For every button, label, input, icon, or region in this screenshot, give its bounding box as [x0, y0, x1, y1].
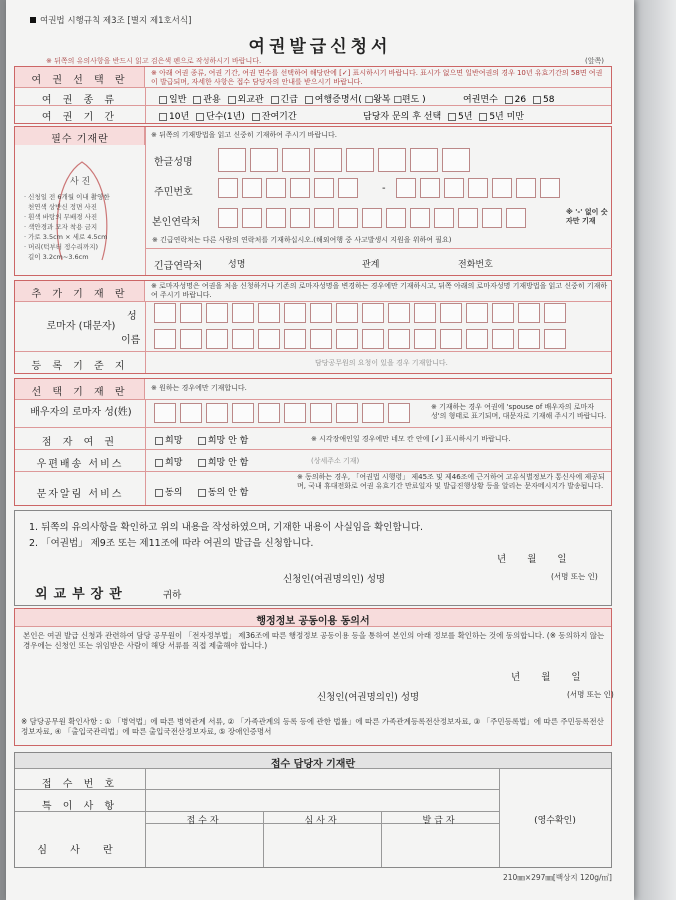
consent-text: 본인은 여권 발급 신청과 관련하여 담당 공무원이 「전자정부법」 제36조에 따른 행정정보 공동이용 등을 통하여 본인의 아래 정보를 확인하는 것에 동의합니다. (※ 동의하지 않는 경우에는 신청인 또는 위임받은 사람이 해당 서류를 직접 제출해야 합니다.) — [23, 631, 605, 651]
surname-char-box[interactable] — [388, 303, 410, 323]
given-name-char-box[interactable] — [232, 329, 254, 349]
special-label: 특 이 사 항 — [41, 801, 119, 812]
declaration-date: 년 월 일 — [497, 554, 567, 565]
checkbox[interactable] — [155, 459, 163, 467]
consent-section — [14, 608, 612, 746]
spouse-char-box[interactable] — [284, 403, 306, 423]
registry-label: 등 록 기 준 지 — [31, 361, 129, 372]
phone-char-box[interactable] — [386, 208, 406, 228]
id-char-box[interactable] — [540, 178, 560, 198]
additional-note: ※ 로마자성명은 여권을 처음 신청하거나 기존의 로마자성명을 변경하는 경우에만 기재하시고, 뒤쪽 아래의 로마자성명 기재방법을 읽고 신중히 기재하여 주시기 바랍니다. — [151, 282, 608, 300]
mail-options: 희망 희망 안 함 — [151, 455, 248, 468]
checkbox[interactable] — [155, 489, 163, 497]
checkbox[interactable] — [228, 96, 236, 104]
spouse-char-box[interactable] — [362, 403, 384, 423]
instruction-text: ※ 뒤쪽의 유의사항을 반드시 읽고 검은색 펜으로 작성하시기 바랍니다. — [46, 57, 262, 65]
given-name-char-box[interactable] — [180, 329, 202, 349]
phone-char-box[interactable] — [410, 208, 430, 228]
given-name-char-box[interactable] — [336, 329, 358, 349]
braille-note: ※ 시각장애인일 경우에만 네모 칸 안에 [✓] 표시하시기 바랍니다. — [311, 435, 511, 443]
checkbox[interactable] — [193, 96, 201, 104]
period-options: 10년 단수(1년) 잔여기간 — [155, 109, 297, 122]
spouse-char-box[interactable] — [336, 403, 358, 423]
given-name-char-box[interactable] — [440, 329, 462, 349]
col-issuer: 발급자 — [422, 816, 458, 826]
sms-options: 동의 동의 안 함 — [151, 485, 248, 498]
checkbox[interactable] — [252, 113, 260, 121]
selection-label: 여 권 선 택 란 — [31, 75, 129, 86]
name-char-box[interactable] — [410, 148, 438, 172]
page-side: (앞쪽) — [585, 57, 604, 65]
phone-char-box[interactable] — [218, 208, 238, 228]
emergency-name[interactable]: 성명 — [228, 260, 246, 270]
checkbox[interactable] — [505, 96, 513, 104]
phone-char-box[interactable] — [434, 208, 454, 228]
office-title: 접수 담당자 기재란 — [270, 759, 356, 770]
spouse-note: ※ 기재하는 경우 여권에 'spouse of 배우자의 로마자 성'의 형태로 표기되며, 대문자로 기재해 주시기 바랍니다. — [431, 403, 607, 421]
declaration-sign: (서명 또는 인) — [551, 572, 598, 581]
spouse-char-box[interactable] — [232, 403, 254, 423]
surname-char-box[interactable] — [206, 303, 228, 323]
passport-application-form — [6, 0, 634, 900]
declaration-line-1: 1. 뒤쪽의 유의사항을 확인하고 위의 내용을 작성하였으며, 기재한 내용이 사실임을 확인합니다. — [29, 522, 424, 533]
form-title: 여권발급신청서 — [248, 37, 392, 57]
review-label: 심 사 란 — [37, 845, 123, 856]
surname-char-box[interactable] — [518, 303, 540, 323]
emergency-relation[interactable]: 관계 — [362, 260, 380, 270]
phone-label: 본인연락처 — [152, 217, 201, 228]
receipt-confirm: (영수확인) — [534, 816, 576, 826]
given-label: 이름 — [121, 335, 141, 346]
phone-char-box[interactable] — [290, 208, 310, 228]
consent-title: 행정정보 공동이용 동의서 — [256, 616, 370, 627]
given-name-char-box[interactable] — [544, 329, 566, 349]
given-name-char-box[interactable] — [310, 329, 332, 349]
given-name-char-box[interactable] — [414, 329, 436, 349]
given-name-char-box[interactable] — [362, 329, 384, 349]
surname-char-box[interactable] — [258, 303, 280, 323]
surname-char-box[interactable] — [232, 303, 254, 323]
spouse-char-box[interactable] — [388, 403, 410, 423]
selection-note: ※ 아래 여권 종류, 여권 기간, 여권 면수를 선택하여 해당란에 [✓] 표시하시기 바랍니다. 표시가 없으면 일반여권의 경우 10년 유효기간의 58면 여권이 발급되며, 자세한 사항은 접수 담당자의 안내를 받으시기 바랍니다. — [151, 69, 603, 87]
passport-selection-section — [14, 66, 612, 124]
staff-note: ※ 담당공무원 확인사항 : ① 「병역법」에 따른 병역관계 서류, ② 「가족관계의 등록 등에 관한 법률」에 따른 가족관계등록전산정보자료, ③ 「주민등록법」에 따른 주민등록전산정보자료, ④ 「출입국관리법」에 따른 출입국전산정보자료, ⑤ 장애인증명서 — [21, 717, 604, 737]
form-footer: 210㎜×297㎜[백상지 120g/㎡] — [503, 873, 612, 882]
optional-section — [14, 378, 612, 506]
given-name-char-box[interactable] — [206, 329, 228, 349]
mail-label: 우편배송 서비스 — [36, 459, 124, 470]
consent-sign: (서명 또는 인) — [567, 690, 614, 699]
checkbox[interactable] — [533, 96, 541, 104]
spouse-char-box[interactable] — [310, 403, 332, 423]
spouse-label: 배우자의 로마자 성(姓) — [30, 407, 132, 418]
phone-char-box[interactable] — [266, 208, 286, 228]
declaration-line-2: 2. 「여권법」 제9조 또는 제11조에 따라 여권의 발급을 신청합니다. — [29, 538, 314, 549]
optional-note: ※ 원하는 경우에만 기재합니다. — [151, 384, 247, 392]
name-char-box[interactable] — [250, 148, 278, 172]
phone-char-box[interactable] — [458, 208, 478, 228]
name-char-box[interactable] — [282, 148, 310, 172]
photo-note: 길이 3.2cm~3.6cm — [28, 253, 89, 261]
period-label: 여 권 기 간 — [41, 112, 119, 123]
name-char-box[interactable] — [442, 148, 470, 172]
checkbox[interactable] — [159, 113, 167, 121]
phone-char-box[interactable] — [338, 208, 358, 228]
consent-applicant: 신청인(여권명의인) 성명 — [317, 692, 420, 703]
id-char-box[interactable] — [420, 178, 440, 198]
photo-note: · 색안경과 모자 착용 금지 — [24, 223, 98, 231]
checkbox[interactable] — [198, 489, 206, 497]
braille-options: 희망 희망 안 함 — [151, 433, 248, 446]
surname-label: 성 — [127, 311, 137, 322]
spouse-char-box[interactable] — [206, 403, 228, 423]
spouse-char-box[interactable] — [258, 403, 280, 423]
name-char-box[interactable] — [378, 148, 406, 172]
sms-label: 문자알림 서비스 — [36, 489, 124, 500]
given-name-char-box[interactable] — [466, 329, 488, 349]
honorific: 귀하 — [163, 590, 182, 601]
phone-char-box[interactable] — [362, 208, 382, 228]
name-char-box[interactable] — [314, 148, 342, 172]
braille-label: 점 자 여 권 — [41, 437, 119, 448]
spouse-char-box[interactable] — [180, 403, 202, 423]
sms-note: ※ 동의하는 경우, 「여권법 시행령」 제45조 및 제46조에 근거하여 고유식별정보가 통신사에 제공되며, 국내 휴대전화로 여권 유효기간 만료일자 및 발급진행상황 등을 알리는 문자메시지가 발송됩니다. — [297, 473, 605, 491]
id-label: 주민번호 — [154, 187, 193, 198]
spouse-char-box[interactable] — [154, 403, 176, 423]
surname-char-box[interactable] — [492, 303, 514, 323]
surname-char-box[interactable] — [440, 303, 462, 323]
surname-char-box[interactable] — [414, 303, 436, 323]
id-char-box[interactable] — [396, 178, 416, 198]
surname-char-box[interactable] — [310, 303, 332, 323]
photo-note: · 가로 3.5cm × 세로 4.5cm — [24, 233, 108, 241]
name-char-box[interactable] — [218, 148, 246, 172]
checkbox[interactable] — [448, 113, 456, 121]
checkbox[interactable] — [198, 437, 206, 445]
kind-options: 일반 관용 외교관 긴급 여행증명서( □왕복 □편도 ) — [155, 92, 426, 105]
name-char-box[interactable] — [346, 148, 374, 172]
id-char-box[interactable] — [314, 178, 334, 198]
col-receiver: 접수자 — [186, 816, 222, 826]
phone-char-box[interactable] — [242, 208, 262, 228]
required-label: 필수 기재란 — [51, 134, 109, 145]
pages-options: 여권면수 26 58 — [463, 95, 555, 105]
col-reviewer: 심사자 — [304, 816, 340, 826]
form-header: 여권법 시행규칙 제3조 [별지 제1호서식] — [30, 14, 191, 26]
surname-char-box[interactable] — [466, 303, 488, 323]
checkbox[interactable] — [305, 96, 313, 104]
photo-note: · 신청일 전 6개월 이내 촬영한 — [24, 193, 110, 201]
surname-char-box[interactable] — [362, 303, 384, 323]
surname-char-box[interactable] — [336, 303, 358, 323]
checkbox[interactable] — [159, 96, 167, 104]
photo-note: 천연색 상반신 정면 사진 — [28, 203, 97, 211]
given-name-char-box[interactable] — [492, 329, 514, 349]
mail-note: (상세주소 기재) — [311, 457, 360, 465]
phone-char-box[interactable] — [482, 208, 502, 228]
photo-area — [22, 148, 142, 263]
additional-section — [14, 280, 612, 374]
consent-date: 년 월 일 — [511, 672, 581, 683]
surname-char-box[interactable] — [180, 303, 202, 323]
name-label: 한글성명 — [154, 157, 193, 168]
registry-note: 담당공무원의 요청이 있을 경우 기재합니다. — [315, 359, 448, 367]
checkbox[interactable] — [196, 113, 204, 121]
surname-char-box[interactable] — [284, 303, 306, 323]
id-char-box[interactable] — [266, 178, 286, 198]
phone-note: ※ '-' 없이 숫자만 기재 — [566, 208, 608, 226]
photo-note: · 머리(턱부터 정수리까지) — [24, 243, 99, 251]
office-section — [14, 752, 612, 868]
photo-note: · 흰색 바탕의 무배경 사진 — [24, 213, 98, 221]
checkbox[interactable] — [198, 459, 206, 467]
photo-title: 사 진 — [70, 177, 91, 187]
required-note: ※ 뒤쪽의 기재방법을 읽고 신중히 기재하여 주시기 바랍니다. — [151, 131, 337, 139]
id-char-box[interactable] — [290, 178, 310, 198]
kind-label: 여 권 종 류 — [41, 95, 119, 106]
phone-char-box[interactable] — [314, 208, 334, 228]
id-char-box[interactable] — [338, 178, 358, 198]
given-name-char-box[interactable] — [154, 329, 176, 349]
emergency-label: 긴급연락처 — [154, 261, 203, 272]
given-name-char-box[interactable] — [388, 329, 410, 349]
given-name-char-box[interactable] — [518, 329, 540, 349]
id-dash: - — [382, 183, 386, 194]
optional-label: 선 택 기 재 란 — [31, 387, 129, 398]
checkbox[interactable] — [271, 96, 279, 104]
id-char-box[interactable] — [492, 178, 512, 198]
id-char-box[interactable] — [516, 178, 536, 198]
id-char-box[interactable] — [242, 178, 262, 198]
recipient: 외교부장관 — [35, 587, 128, 602]
receipt-no-label: 접 수 번 호 — [41, 779, 119, 790]
staff-period-options: 담당자 문의 후 선택 5년 5년 미만 — [363, 112, 524, 122]
declaration-applicant: 신청인(여권명의인) 성명 — [283, 574, 386, 585]
id-char-box[interactable] — [444, 178, 464, 198]
id-char-box[interactable] — [218, 178, 238, 198]
given-name-char-box[interactable] — [284, 329, 306, 349]
emergency-phone[interactable]: 전화번호 — [458, 260, 493, 270]
phone-char-box[interactable] — [506, 208, 526, 228]
given-name-char-box[interactable] — [258, 329, 280, 349]
surname-char-box[interactable] — [154, 303, 176, 323]
checkbox[interactable] — [479, 113, 487, 121]
roman-label: 로마자 (대문자) — [46, 321, 116, 332]
checkbox[interactable] — [155, 437, 163, 445]
additional-label: 추 가 기 재 란 — [31, 289, 129, 300]
id-char-box[interactable] — [468, 178, 488, 198]
surname-char-box[interactable] — [544, 303, 566, 323]
declaration-section — [14, 510, 612, 606]
emergency-note: ※ 긴급연락처는 다른 사람의 연락처를 기재하십시오.(해외여행 중 사고발생시 지원을 위하여 필요) — [152, 236, 452, 244]
